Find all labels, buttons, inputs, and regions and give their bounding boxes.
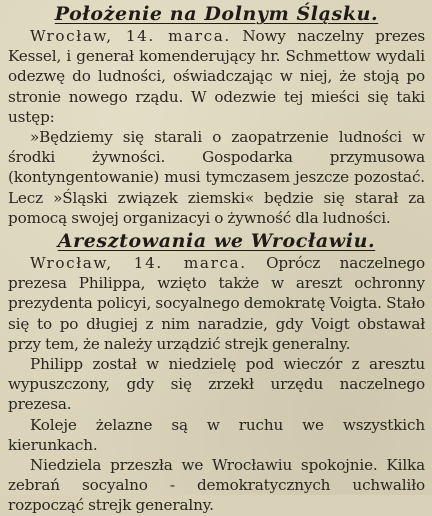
- headline-situation-lower-silesia: Położenie na Dolnym Śląsku.: [54, 3, 379, 25]
- article1-paragraph-1-text: Nowy naczelny prezes Kessel, i generał komenderujący hr. Schmettow wydali odezwę do ludności, oświadczając w niej, że stoją po stronie nowego rządu. W odezwie tej mieści się taki ustęp:: [8, 27, 425, 126]
- article2-dateline: Wrocław, 14. marca.: [30, 254, 247, 273]
- article1-paragraph-2: »Będziemy się starali o zaopatrzenie ludności w środki żywności. Gospodarka przymusowa (kontyngentowanie) musi tymczasem jeszcze pozostać. Lecz »Śląski związek ziemski« będzie się starał za pomocą swojej organizacyi o żywność dla ludności.: [8, 128, 425, 227]
- headline-arrests-wroclaw: Aresztowania we Wrocławiu.: [57, 230, 376, 253]
- article2-paragraph-1: [8, 253, 425, 354]
- article2-paragraph-1-text: Oprócz naczelnego prezesa Philippa, wzięto także w areszt ochronny prezydenta policyi, socyalnego demokratę Voigta. Stało się to po długiej z nim naradzie, gdy Voigt obstawał przy tem, że należy urządzić strejk generalny.: [8, 254, 425, 353]
- article2-paragraph-4: Niedziela przeszła we Wrocławiu spokojnie. Kilka zebrań socyalno - demokratycznych uchwaliło rozpocząć strejk generalny.: [8, 456, 425, 515]
- article2-paragraph-3: Koleje żelazne są w ruchu we wszystkich kierunkach.: [8, 415, 425, 454]
- article1-dateline: Wrocław, 14. marca.: [30, 27, 231, 45]
- article1-paragraph-1: [8, 26, 425, 127]
- article2-paragraph-2: Philipp został w niedzielę pod wieczór z aresztu wypuszczony, gdy się zrzekł urzędu naczelnego prezesa.: [8, 355, 425, 414]
